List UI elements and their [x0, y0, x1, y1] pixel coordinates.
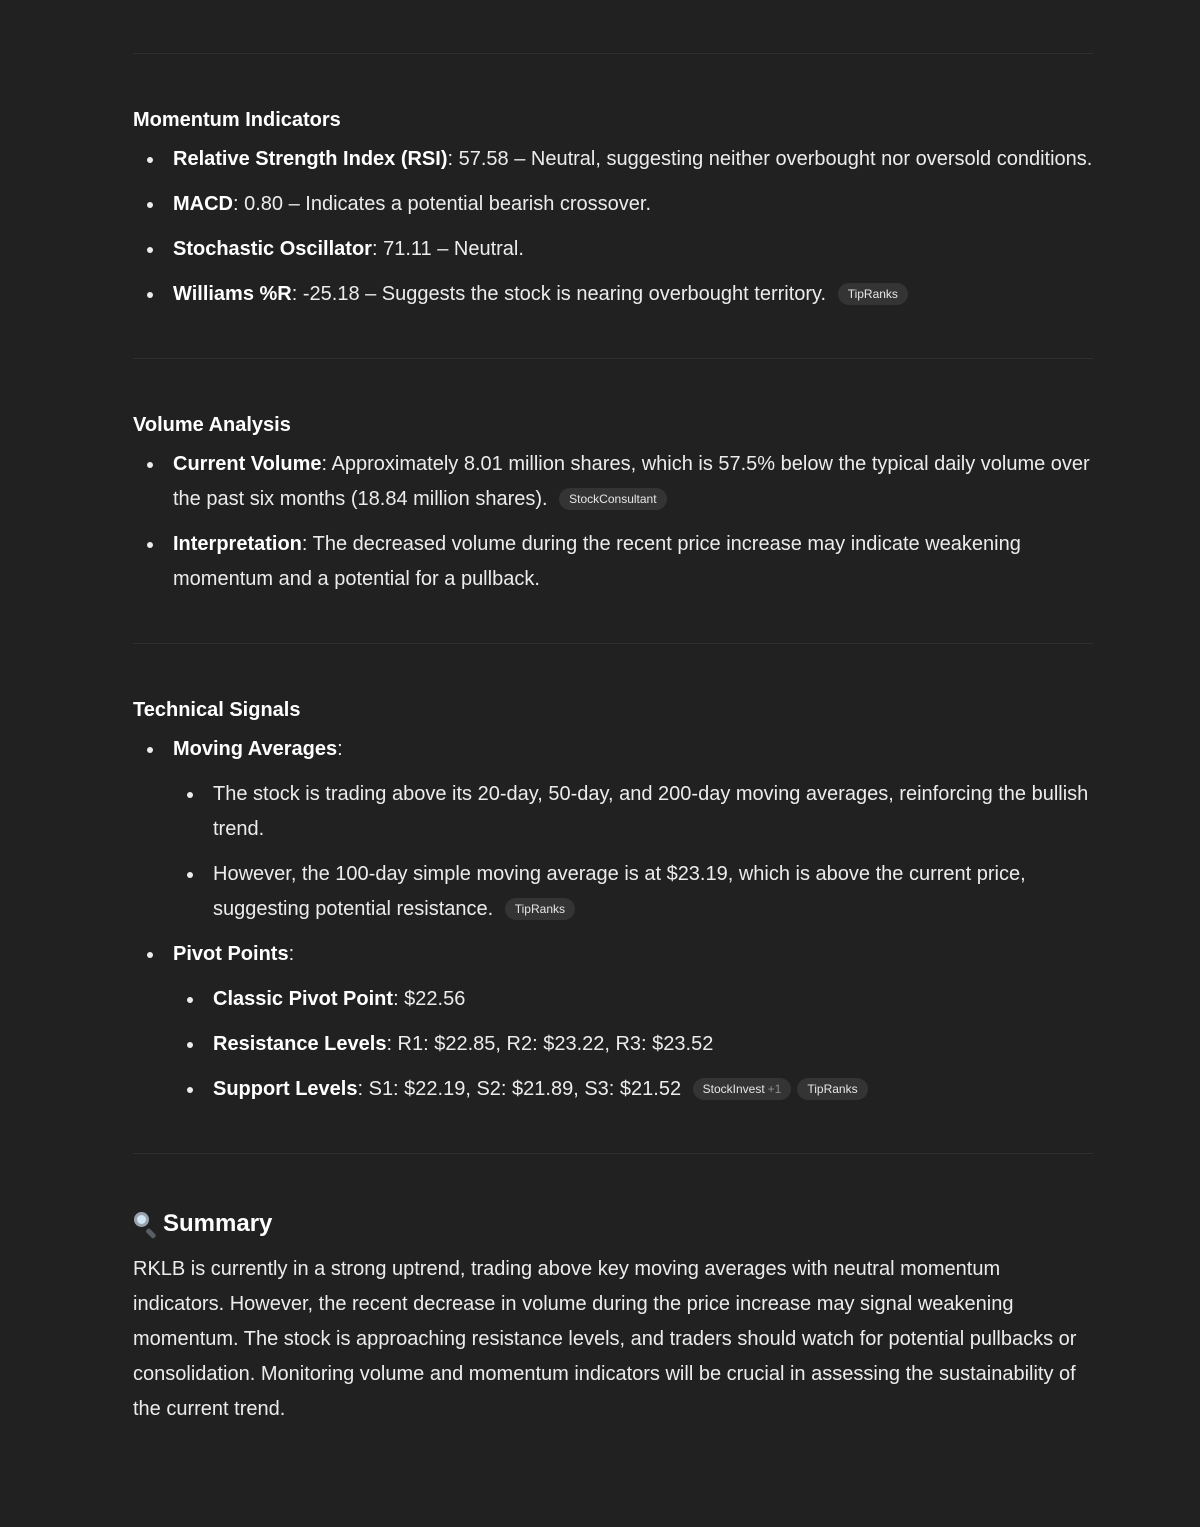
- item-text: The stock is trading above its 20-day, 50-day, and 200-day moving averages, reinforcing the bullish trend.: [213, 783, 1089, 840]
- list-item: [133, 277, 1093, 312]
- item-label: Interpretation: [173, 533, 302, 555]
- item-text: : R1: $22.85, R2: $23.22, R3: $23.52: [386, 1033, 714, 1055]
- item-text: : Approximately 8.01 million shares, which is 57.5% below the typical daily volume over the past six months (18.84 million shares).: [173, 453, 1090, 510]
- item-label: Support Levels: [213, 1078, 358, 1100]
- list-item: [133, 142, 1093, 177]
- chip-label: StockInvest: [702, 1082, 765, 1096]
- list-item: [173, 1072, 1093, 1107]
- item-label: Stochastic Oscillator: [173, 238, 372, 260]
- item-text: : $22.56: [393, 988, 466, 1010]
- list-item: [133, 937, 1093, 1107]
- section-title: Momentum Indicators: [133, 109, 341, 131]
- citation-chip-tipranks[interactable]: TipRanks: [797, 1078, 867, 1100]
- summary-section: [133, 1208, 1093, 1427]
- item-label: Resistance Levels: [213, 1033, 387, 1055]
- item-label: Current Volume: [173, 453, 322, 475]
- magnifying-glass-icon: [133, 1211, 159, 1237]
- item-text: : -25.18 – Suggests the stock is nearing overbought territory.: [291, 283, 827, 305]
- item-text: : 57.58 – Neutral, suggesting neither overbought nor oversold conditions.: [447, 148, 1093, 170]
- section-title: Technical Signals: [133, 699, 301, 721]
- item-text: : 0.80 – Indicates a potential bearish crossover.: [233, 193, 652, 215]
- item-text: However, the 100-day simple moving average is at $23.19, which is above the current price, suggesting potential resistance.: [213, 863, 1026, 920]
- item-label: Relative Strength Index (RSI): [173, 148, 448, 170]
- list-item: [173, 857, 1093, 927]
- summary-title: Summary: [163, 1210, 273, 1237]
- summary-text: RKLB is currently in a strong uptrend, trading above key moving averages with neutral momentum indicators. However, the recent decrease in volume during the price increase may signal weakening momentum. The stock is approaching resistance levels, and traders should watch for potential pullbacks or consolidation. Monitoring volume and momentum indicators will be crucial in assessing the sustainability of the current trend.: [133, 1258, 1077, 1420]
- signals-list: [133, 732, 1093, 1107]
- signals-section: [133, 696, 1093, 1107]
- pivot-points-list: [173, 982, 1093, 1107]
- list-item: [133, 187, 1093, 222]
- list-item: [133, 527, 1093, 597]
- item-label: Classic Pivot Point: [213, 988, 394, 1010]
- list-item: [173, 982, 1093, 1017]
- volume-section: [133, 411, 1093, 597]
- citation-chip-stockconsultant[interactable]: StockConsultant: [559, 488, 666, 510]
- item-colon: :: [288, 943, 295, 965]
- item-label: Moving Averages: [173, 738, 338, 760]
- item-text: : S1: $22.19, S2: $21.89, S3: $21.52: [357, 1078, 682, 1100]
- item-colon: :: [337, 738, 343, 760]
- item-text: : The decreased volume during the recent price increase may indicate weakening momentum and a potential for a pullback.: [173, 533, 1021, 590]
- list-item: [173, 1027, 1093, 1062]
- section-title: Volume Analysis: [133, 414, 291, 436]
- item-label: Williams %R: [173, 283, 292, 305]
- list-item: [133, 447, 1093, 517]
- citation-chip-stockinvest[interactable]: [693, 1078, 792, 1100]
- moving-averages-list: [173, 777, 1093, 927]
- citation-chip-tipranks[interactable]: TipRanks: [838, 283, 908, 305]
- item-label: MACD: [173, 193, 233, 215]
- citation-chip-tipranks[interactable]: TipRanks: [505, 898, 575, 920]
- item-label: Pivot Points: [173, 943, 289, 965]
- list-item: [133, 232, 1093, 267]
- momentum-section: [133, 106, 1093, 312]
- list-item: [173, 777, 1093, 847]
- list-item: [133, 732, 1093, 927]
- response-content: [133, 0, 1093, 1427]
- volume-list: [133, 447, 1093, 597]
- chip-extra-count: +1: [767, 1082, 782, 1096]
- item-text: : 71.11 – Neutral.: [371, 238, 524, 260]
- momentum-list: [133, 142, 1093, 312]
- summary-heading: [133, 1208, 1093, 1240]
